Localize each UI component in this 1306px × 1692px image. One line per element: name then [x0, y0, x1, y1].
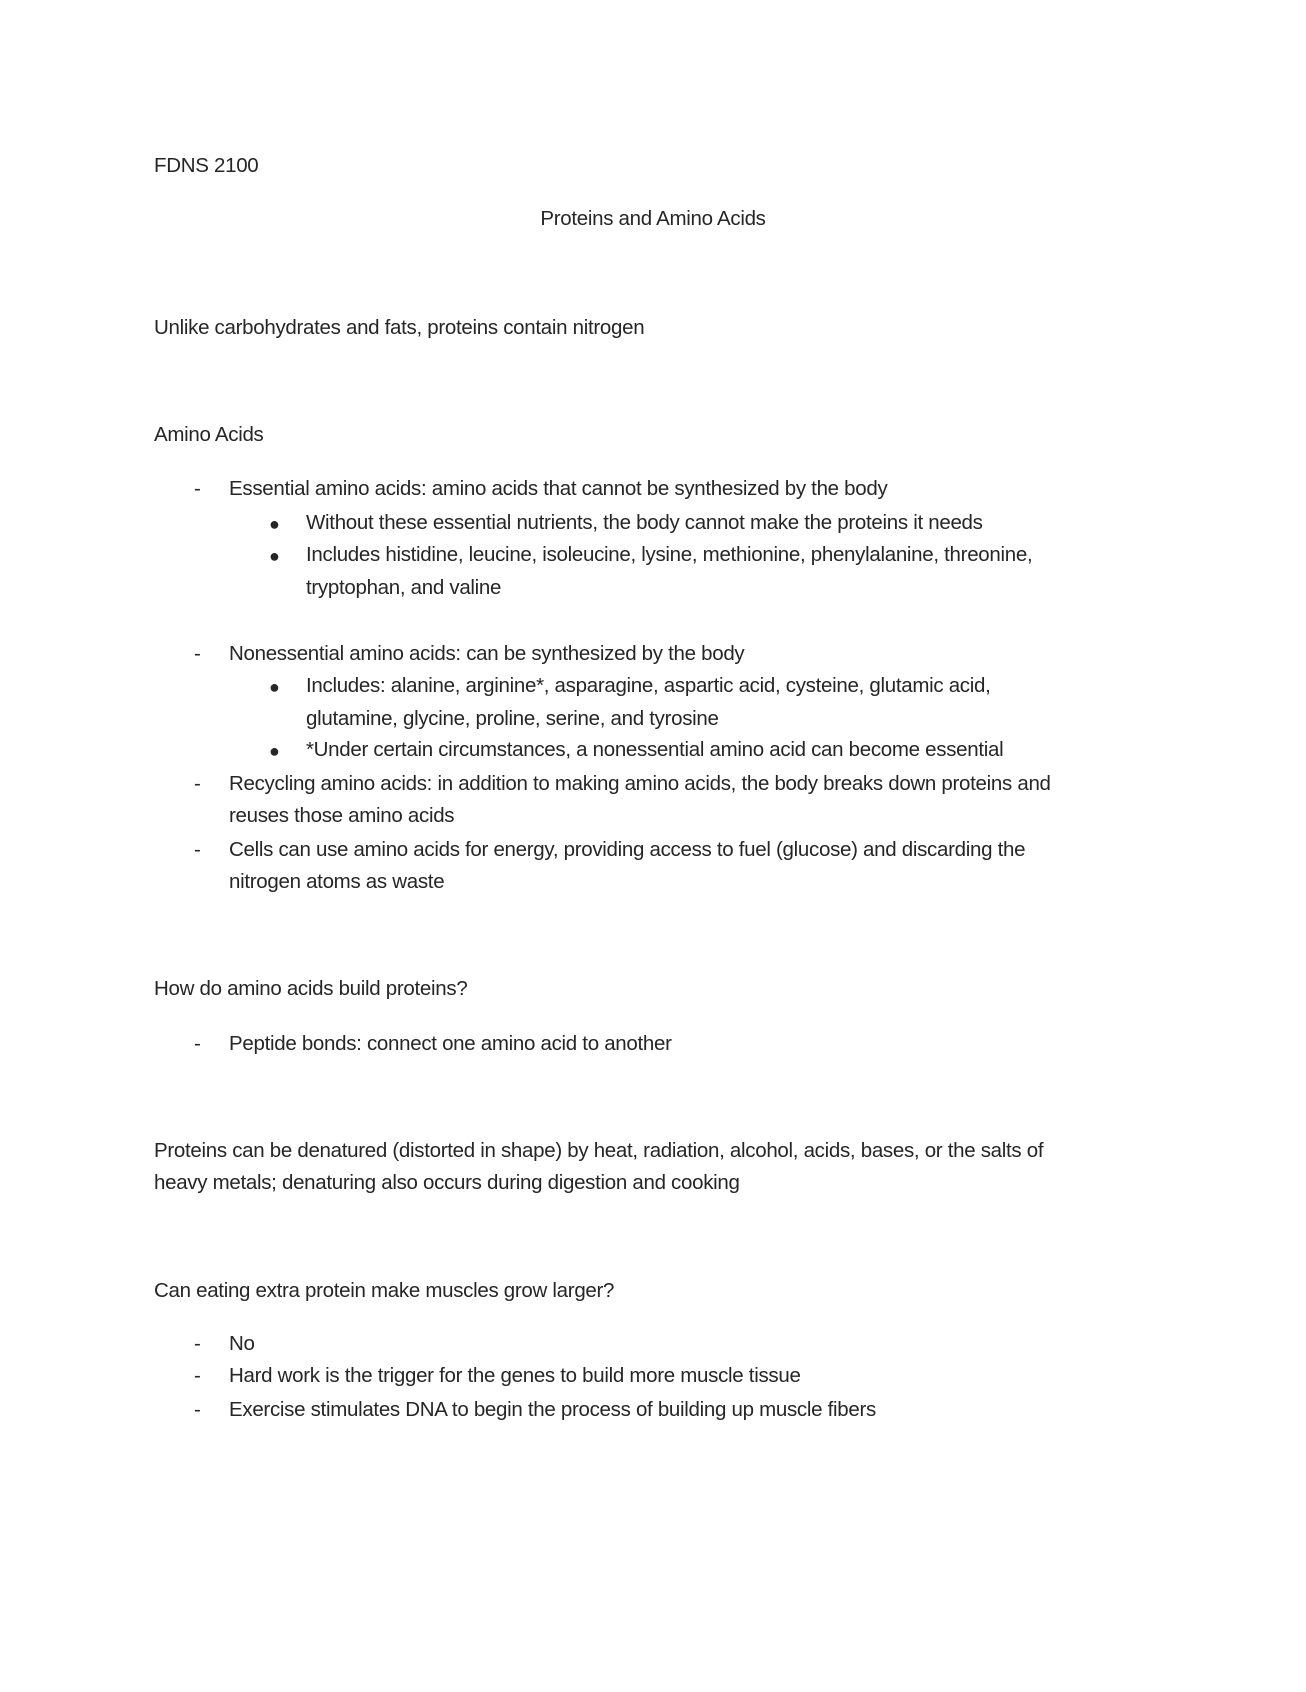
section-heading-amino-acids: Amino Acids [154, 423, 264, 446]
dash-marker: - [194, 642, 201, 665]
dash-marker: - [194, 1398, 201, 1421]
section-heading-build: How do amino acids build proteins? [154, 977, 468, 1000]
denature-text-cont: heavy metals; denaturing also occurs during digestion and cooking [154, 1171, 740, 1194]
list-item-no: No [229, 1332, 255, 1355]
sub-item-nonessential-1-cont: glutamine, glycine, proline, serine, and tyrosine [306, 707, 719, 730]
sub-item-essential-2: Includes histidine, leucine, isoleucine, lysine, methionine, phenylalanine, threonine, [306, 543, 1033, 566]
course-code: FDNS 2100 [154, 154, 259, 177]
sub-item-essential-2-cont: tryptophan, and valine [306, 576, 502, 599]
list-item-hard-work: Hard work is the trigger for the genes to build more muscle tissue [229, 1364, 801, 1387]
list-item-energy-cont: nitrogen atoms as waste [229, 870, 445, 893]
dash-marker: - [194, 838, 201, 861]
sub-item-nonessential-1: Includes: alanine, arginine*, asparagine, aspartic acid, cysteine, glutamic acid, [306, 674, 991, 697]
section-heading-muscles: Can eating extra protein make muscles grow larger? [154, 1279, 615, 1302]
dash-marker: - [194, 1032, 201, 1055]
denature-text: Proteins can be denatured (distorted in shape) by heat, radiation, alcohol, acids, bases, or the salts of [154, 1139, 1044, 1162]
page-title: Proteins and Amino Acids [540, 207, 766, 230]
sub-item-essential-1: Without these essential nutrients, the body cannot make the proteins it needs [306, 511, 983, 534]
list-item-essential: Essential amino acids: amino acids that cannot be synthesized by the body [229, 477, 888, 500]
intro-text: Unlike carbohydrates and fats, proteins contain nitrogen [154, 316, 645, 339]
dash-marker: - [194, 1332, 201, 1355]
list-item-peptide: Peptide bonds: connect one amino acid to another [229, 1032, 672, 1055]
bullet-marker: ● [269, 677, 280, 697]
bullet-marker: ● [269, 546, 280, 566]
list-item-recycling: Recycling amino acids: in addition to making amino acids, the body breaks down proteins and [229, 772, 1051, 795]
list-item-recycling-cont: reuses those amino acids [229, 804, 455, 827]
list-item-exercise: Exercise stimulates DNA to begin the process of building up muscle fibers [229, 1398, 876, 1421]
dash-marker: - [194, 772, 201, 795]
sub-item-nonessential-2: *Under certain circumstances, a nonessential amino acid can become essential [306, 738, 1004, 761]
list-item-energy: Cells can use amino acids for energy, providing access to fuel (glucose) and discarding the [229, 838, 1026, 861]
dash-marker: - [194, 1364, 201, 1387]
dash-marker: - [194, 477, 201, 500]
list-item-nonessential: Nonessential amino acids: can be synthesized by the body [229, 642, 745, 665]
bullet-marker: ● [269, 741, 280, 761]
bullet-marker: ● [269, 514, 280, 534]
